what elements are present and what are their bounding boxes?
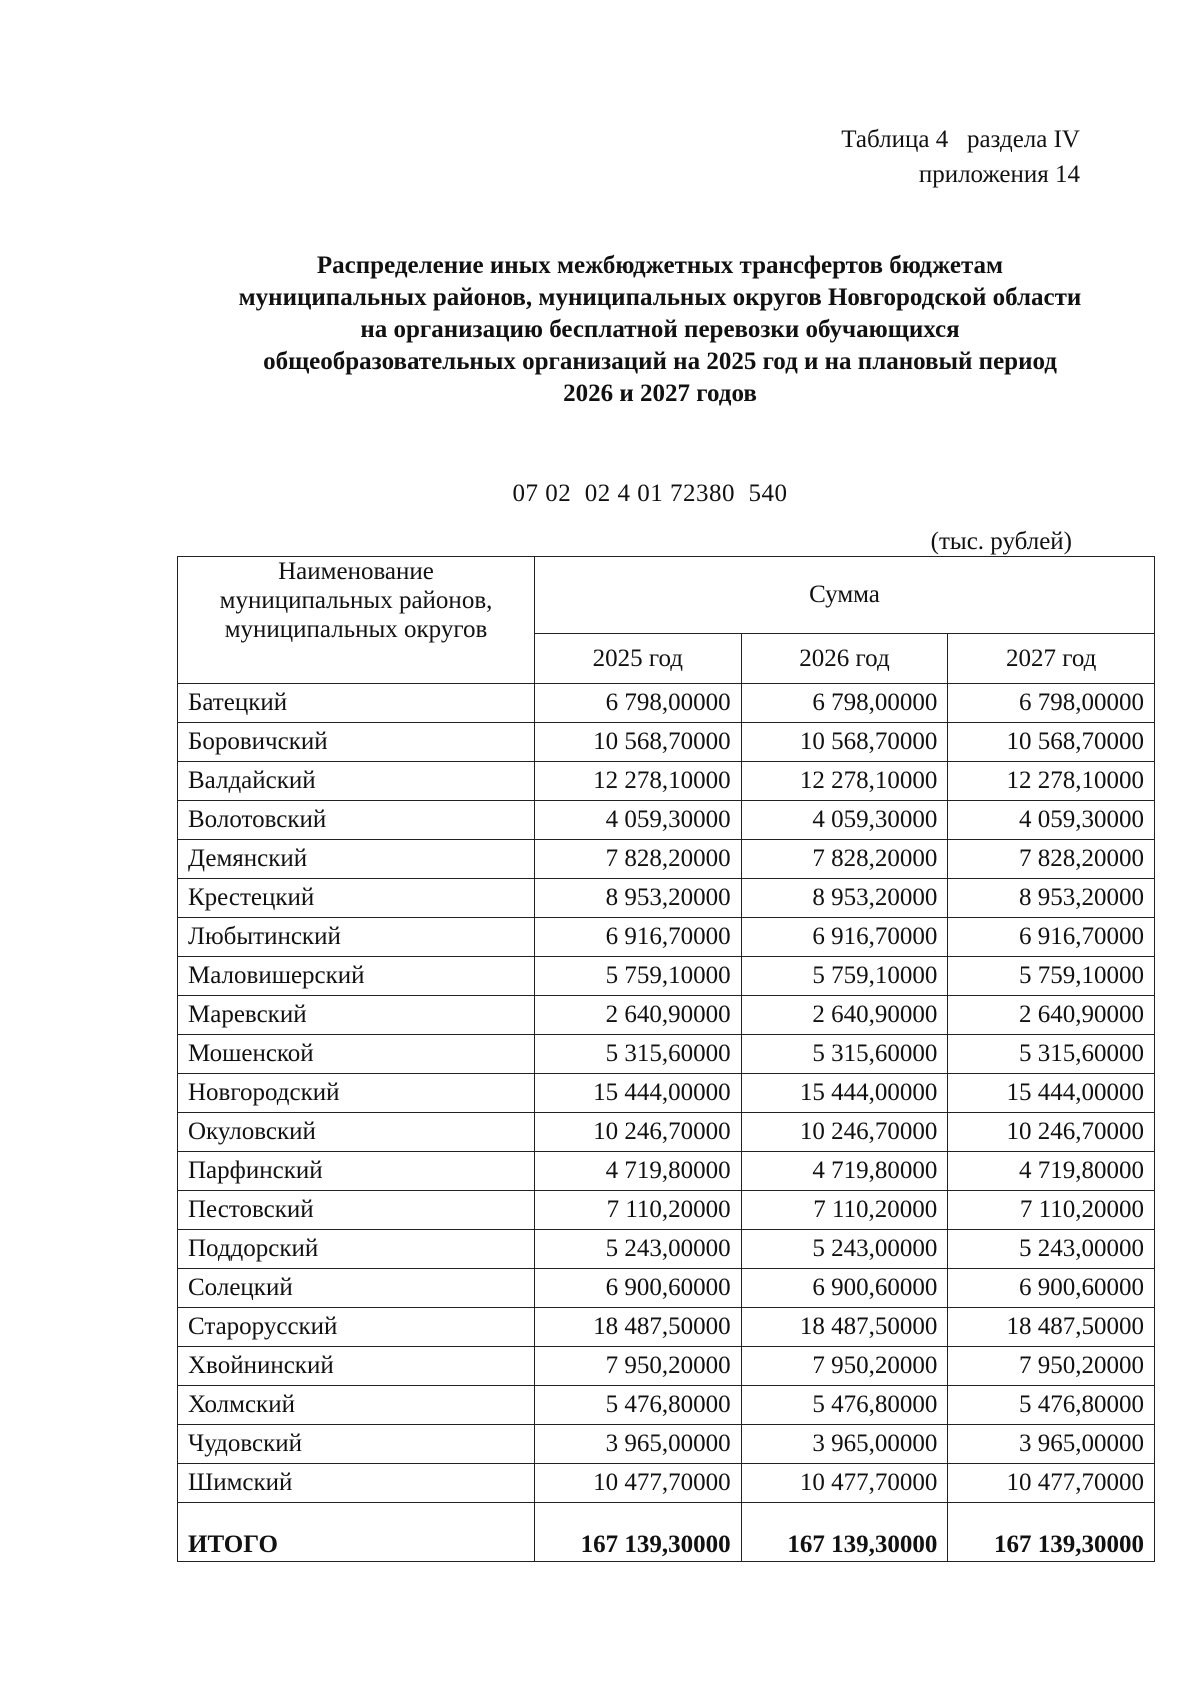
amount-2026: 5 243,00000 xyxy=(741,1230,948,1269)
amount-2025: 10 568,70000 xyxy=(535,723,742,762)
amount-2025: 5 243,00000 xyxy=(535,1230,742,1269)
table-row xyxy=(178,723,1155,762)
table-row xyxy=(178,1269,1155,1308)
district-name: Крестецкий xyxy=(178,879,535,918)
district-name: Демянский xyxy=(178,840,535,879)
table-total-row xyxy=(178,1503,1155,1562)
table-row xyxy=(178,1386,1155,1425)
table-row xyxy=(178,1152,1155,1191)
table-reference-line1: Таблица 4 раздела IV xyxy=(841,126,1080,153)
total-2026: 167 139,30000 xyxy=(741,1503,948,1562)
column-header-2027: 2027 год xyxy=(948,634,1155,684)
title-line-4: общеобразовательных организаций на 2025 год и на плановый период xyxy=(263,348,1057,375)
amount-2026: 5 315,60000 xyxy=(741,1035,948,1074)
amount-2025: 6 916,70000 xyxy=(535,918,742,957)
amount-2025: 3 965,00000 xyxy=(535,1425,742,1464)
column-header-name xyxy=(178,557,535,684)
amount-2025: 4 059,30000 xyxy=(535,801,742,840)
amount-2026: 2 640,90000 xyxy=(741,996,948,1035)
district-name: Старорусский xyxy=(178,1308,535,1347)
district-name: Хвойнинский xyxy=(178,1347,535,1386)
amount-2027: 2 640,90000 xyxy=(948,996,1155,1035)
table-reference-line2: приложения 14 xyxy=(918,161,1080,188)
amount-2025: 4 719,80000 xyxy=(535,1152,742,1191)
amount-2027: 6 798,00000 xyxy=(948,684,1155,723)
amount-2025: 5 759,10000 xyxy=(535,957,742,996)
amount-2026: 8 953,20000 xyxy=(741,879,948,918)
amount-2025: 18 487,50000 xyxy=(535,1308,742,1347)
table-row xyxy=(178,957,1155,996)
amount-2027: 8 953,20000 xyxy=(948,879,1155,918)
title-line-1: Распределение иных межбюджетных трансфертов бюджетам xyxy=(316,252,1004,279)
amount-2026: 7 950,20000 xyxy=(741,1347,948,1386)
column-header-2025: 2025 год xyxy=(535,634,742,684)
district-name: Маловишерский xyxy=(178,957,535,996)
table-row xyxy=(178,879,1155,918)
amount-2027: 5 315,60000 xyxy=(948,1035,1155,1074)
amount-2025: 5 315,60000 xyxy=(535,1035,742,1074)
table-row xyxy=(178,762,1155,801)
table-row xyxy=(178,918,1155,957)
district-name: Холмский xyxy=(178,1386,535,1425)
table-reference xyxy=(841,122,1080,192)
amount-2025: 7 828,20000 xyxy=(535,840,742,879)
table-row xyxy=(178,1035,1155,1074)
amount-2027: 18 487,50000 xyxy=(948,1308,1155,1347)
amount-2027: 7 828,20000 xyxy=(948,840,1155,879)
title-line-2: муниципальных районов, муниципальных округов Новгородской области xyxy=(238,284,1082,311)
amount-2027: 6 916,70000 xyxy=(948,918,1155,957)
amount-2027: 15 444,00000 xyxy=(948,1074,1155,1113)
district-name: Батецкий xyxy=(178,684,535,723)
amount-2026: 12 278,10000 xyxy=(741,762,948,801)
column-header-2026: 2026 год xyxy=(741,634,948,684)
amount-2027: 3 965,00000 xyxy=(948,1425,1155,1464)
amount-2026: 4 719,80000 xyxy=(741,1152,948,1191)
table-row xyxy=(178,996,1155,1035)
district-name: Парфинский xyxy=(178,1152,535,1191)
total-label: ИТОГО xyxy=(178,1503,535,1562)
amount-2026: 10 477,70000 xyxy=(741,1464,948,1503)
amount-2026: 6 900,60000 xyxy=(741,1269,948,1308)
column-header-name-line1: Наименование xyxy=(278,558,434,585)
district-name: Поддорский xyxy=(178,1230,535,1269)
table-row xyxy=(178,1464,1155,1503)
table-row xyxy=(178,801,1155,840)
table-row xyxy=(178,684,1155,723)
table-header-row xyxy=(178,557,1155,634)
amount-2026: 7 110,20000 xyxy=(741,1191,948,1230)
amount-2026: 10 246,70000 xyxy=(741,1113,948,1152)
amount-2026: 6 916,70000 xyxy=(741,918,948,957)
district-name: Новгородский xyxy=(178,1074,535,1113)
total-2025: 167 139,30000 xyxy=(535,1503,742,1562)
units-label: (тыс. рублей) xyxy=(930,528,1072,555)
amount-2025: 6 798,00000 xyxy=(535,684,742,723)
district-name: Солецкий xyxy=(178,1269,535,1308)
amount-2026: 5 759,10000 xyxy=(741,957,948,996)
district-name: Маревский xyxy=(178,996,535,1035)
table-body xyxy=(178,684,1155,1503)
amount-2026: 7 828,20000 xyxy=(741,840,948,879)
amount-2026: 10 568,70000 xyxy=(741,723,948,762)
amount-2027: 12 278,10000 xyxy=(948,762,1155,801)
amount-2026: 3 965,00000 xyxy=(741,1425,948,1464)
amount-2027: 7 950,20000 xyxy=(948,1347,1155,1386)
amount-2027: 5 243,00000 xyxy=(948,1230,1155,1269)
total-2027: 167 139,30000 xyxy=(948,1503,1155,1562)
amount-2026: 15 444,00000 xyxy=(741,1074,948,1113)
amount-2025: 15 444,00000 xyxy=(535,1074,742,1113)
table-row xyxy=(178,1113,1155,1152)
amount-2027: 7 110,20000 xyxy=(948,1191,1155,1230)
amount-2027: 4 059,30000 xyxy=(948,801,1155,840)
district-name: Любытинский xyxy=(178,918,535,957)
amount-2026: 4 059,30000 xyxy=(741,801,948,840)
amount-2027: 10 477,70000 xyxy=(948,1464,1155,1503)
district-name: Боровичский xyxy=(178,723,535,762)
amount-2025: 10 477,70000 xyxy=(535,1464,742,1503)
table-row xyxy=(178,840,1155,879)
amount-2027: 6 900,60000 xyxy=(948,1269,1155,1308)
district-name: Мошенской xyxy=(178,1035,535,1074)
table-row xyxy=(178,1308,1155,1347)
title-line-5: 2026 и 2027 годов xyxy=(563,380,757,407)
title-line-3: на организацию бесплатной перевозки обучающихся xyxy=(360,316,960,343)
table-row xyxy=(178,1425,1155,1464)
district-name: Волотовский xyxy=(178,801,535,840)
document-title xyxy=(160,250,1160,410)
district-name: Пестовский xyxy=(178,1191,535,1230)
amount-2025: 8 953,20000 xyxy=(535,879,742,918)
district-name: Окуловский xyxy=(178,1113,535,1152)
table-row xyxy=(178,1230,1155,1269)
amount-2027: 10 568,70000 xyxy=(948,723,1155,762)
amount-2027: 5 476,80000 xyxy=(948,1386,1155,1425)
budget-classification-code: 07 02 02 4 01 72380 540 xyxy=(512,480,788,507)
amount-2025: 6 900,60000 xyxy=(535,1269,742,1308)
table-row xyxy=(178,1191,1155,1230)
amount-2026: 6 798,00000 xyxy=(741,684,948,723)
district-name: Чудовский xyxy=(178,1425,535,1464)
amount-2025: 12 278,10000 xyxy=(535,762,742,801)
amount-2027: 5 759,10000 xyxy=(948,957,1155,996)
amount-2026: 5 476,80000 xyxy=(741,1386,948,1425)
amount-2025: 5 476,80000 xyxy=(535,1386,742,1425)
amount-2025: 7 950,20000 xyxy=(535,1347,742,1386)
transfers-table xyxy=(177,556,1155,1562)
table-row xyxy=(178,1074,1155,1113)
district-name: Валдайский xyxy=(178,762,535,801)
column-header-sum: Сумма xyxy=(535,557,1155,634)
district-name: Шимский xyxy=(178,1464,535,1503)
amount-2025: 10 246,70000 xyxy=(535,1113,742,1152)
table-row xyxy=(178,1347,1155,1386)
amount-2026: 18 487,50000 xyxy=(741,1308,948,1347)
column-header-name-line2: муниципальных районов, xyxy=(219,587,493,614)
column-header-name-line3: муниципальных округов xyxy=(224,616,488,643)
amount-2025: 2 640,90000 xyxy=(535,996,742,1035)
amount-2025: 7 110,20000 xyxy=(535,1191,742,1230)
amount-2027: 4 719,80000 xyxy=(948,1152,1155,1191)
amount-2027: 10 246,70000 xyxy=(948,1113,1155,1152)
